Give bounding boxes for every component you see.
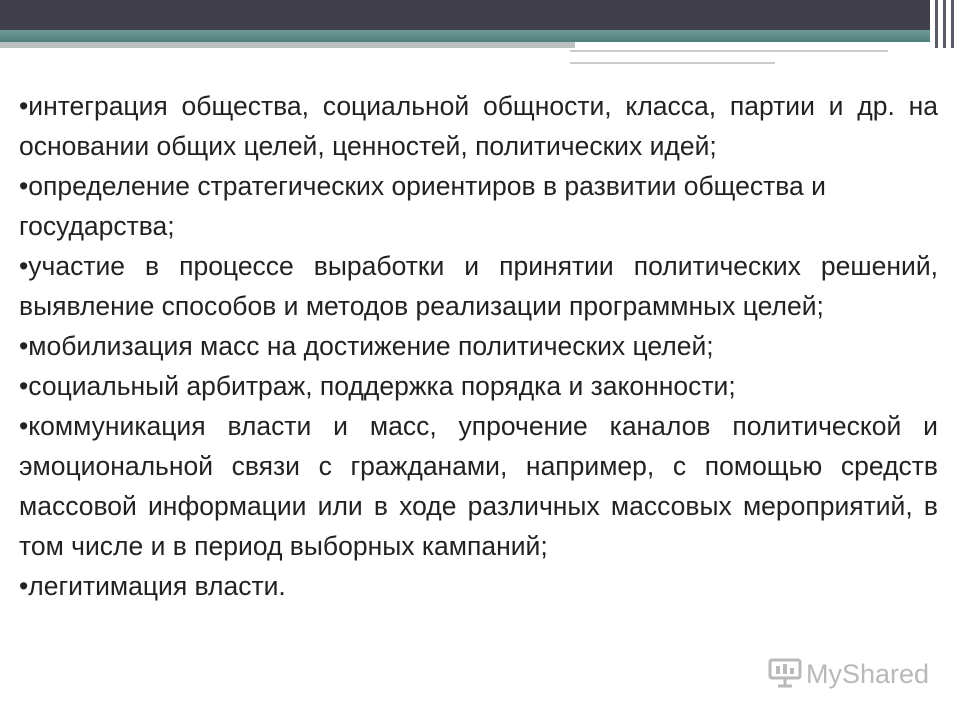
list-item: •коммуникация власти и масс, упрочение каналов политической и эмоциональной связи с гражданами, например, с помощью средств массовой информации или в ходе различных массовых мероприятий, в том числе и в период выборных кампаний; — [19, 411, 938, 561]
header-gray-band — [0, 42, 575, 48]
list-item: •интеграция общества, социальной общности, класса, партии и др. на основании общих целей, ценностей, политических идей; — [19, 91, 938, 161]
presentation-board-icon — [768, 658, 802, 688]
decorative-rule — [570, 50, 888, 52]
stripe — [943, 0, 946, 48]
stripe — [951, 0, 954, 48]
header-right-stripes — [930, 0, 960, 48]
mysharedwatermark — [768, 656, 928, 692]
slide-body — [19, 86, 938, 606]
header-teal-band — [0, 30, 930, 42]
list-item: •участие в процессе выработки и принятии политических решений, выявление способов и методов реализации программных целей; — [19, 251, 938, 321]
watermark-text: MyShared — [806, 659, 930, 689]
slide-title-faded — [245, 60, 565, 82]
list-item: •легитимация власти. — [19, 571, 286, 601]
list-item: •социальный арбитраж, поддержка порядка и законности; — [19, 371, 736, 401]
header-dark-bar — [0, 0, 960, 30]
list-item: •определение стратегических ориентиров в развитии общества и государства; — [19, 171, 826, 241]
decorative-rule — [570, 62, 775, 64]
stripe — [935, 0, 938, 48]
list-item: •мобилизация масс на достижение политических целей; — [19, 331, 714, 361]
